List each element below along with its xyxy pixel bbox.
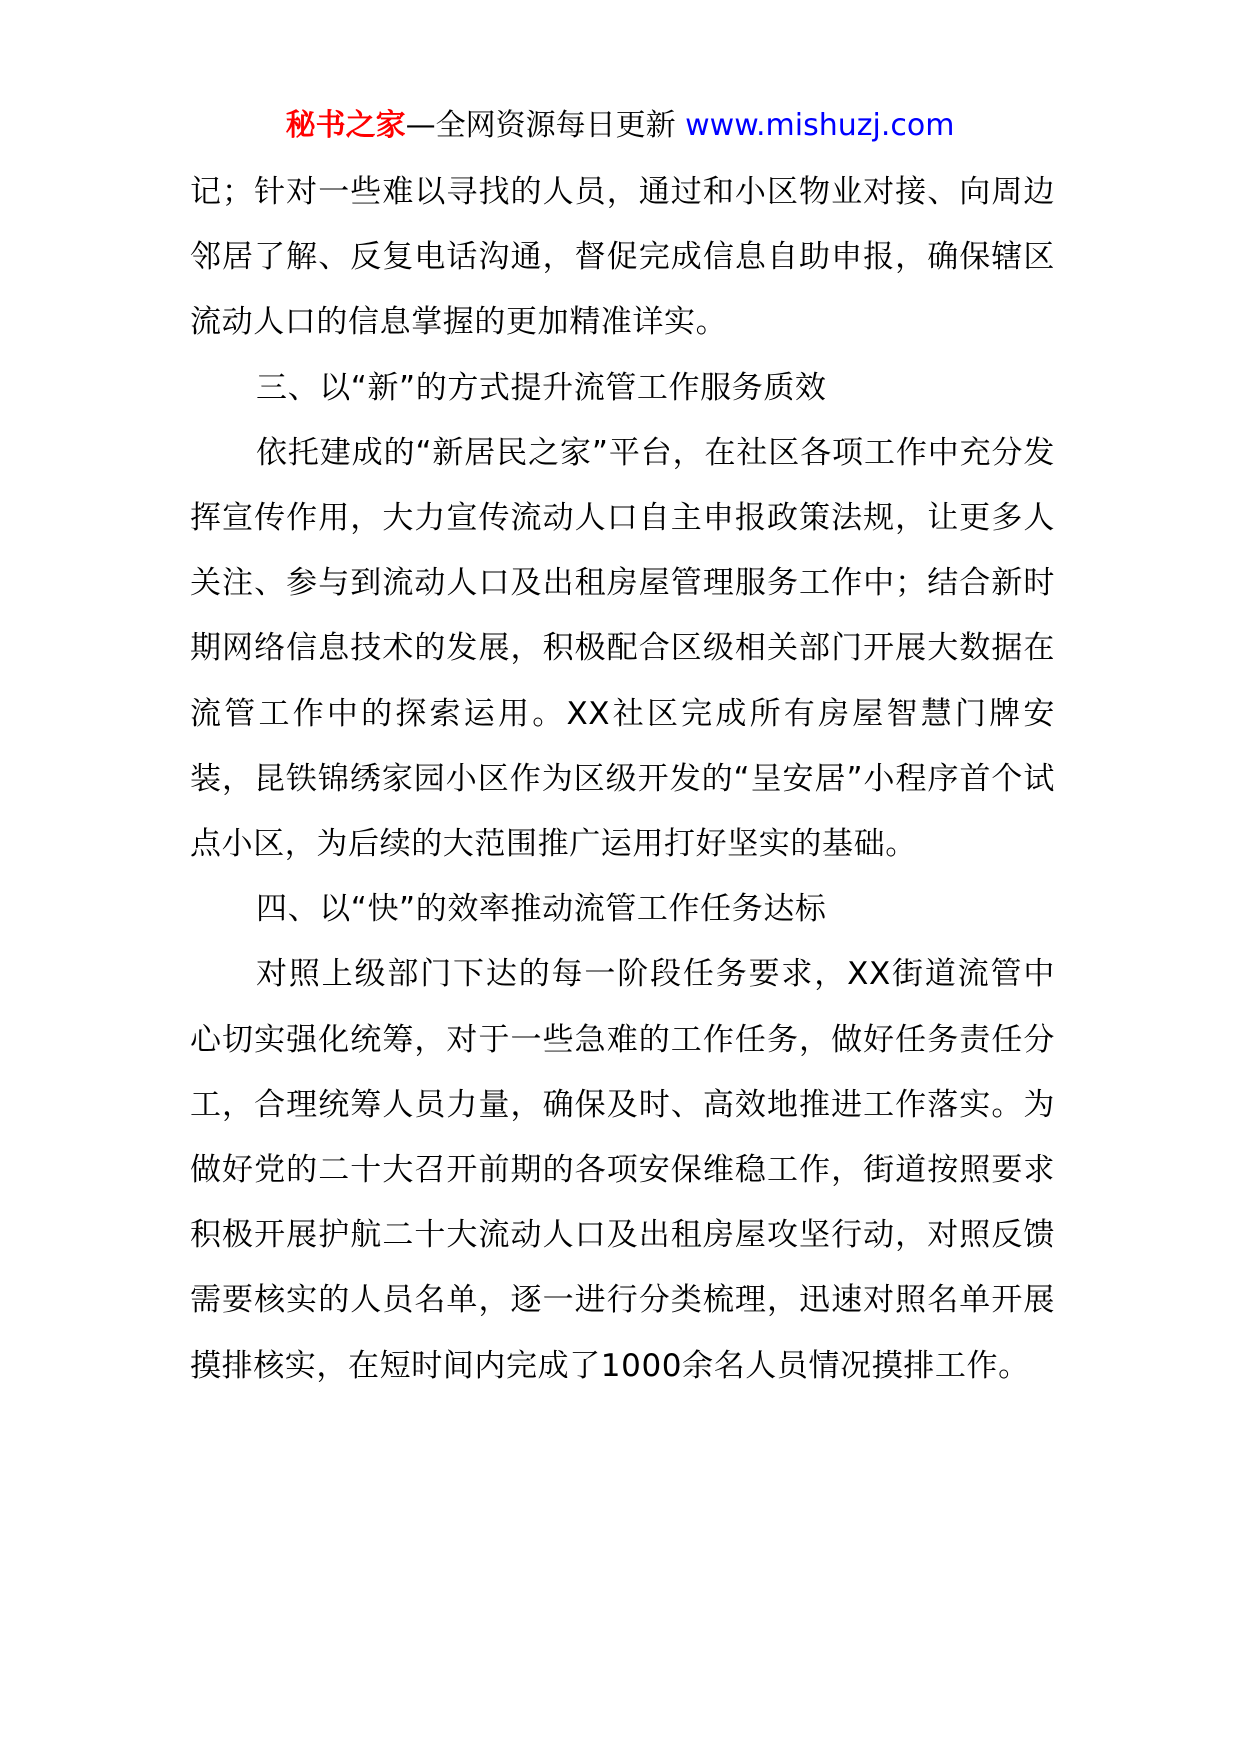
- header-brand: 秘书之家: [285, 108, 406, 143]
- header-tagline: —全网资源每日更新: [405, 108, 676, 143]
- page-header: [0, 104, 1240, 148]
- section-heading-four: 四、以“快”的效率推动流管工作任务达标: [256, 891, 827, 928]
- document-body: [190, 160, 1055, 1399]
- paragraph-continuation: 记；针对一些难以寻找的人员，通过和小区物业对接、向周边邻居了解、反复电话沟通，督促完成信息自助申报，确保辖区流动人口的信息掌握的更加精准详实。: [190, 174, 1055, 341]
- paragraph-task-completion: 对照上级部门下达的每一阶段任务要求，XX街道流管中心切实强化统筹，对于一些急难的工作任务，做好任务责任分工，合理统筹人员力量，确保及时、高效地推进工作落实。为做好党的二十大召开前期的各项安保维稳工作，街道按照要求积极开展护航二十大流动人口及出租房屋攻坚行动，对照反馈需要核实的人员名单，逐一进行分类梳理，迅速对照名单开展摸排核实，在短时间内完成了1000余名人员情况摸排工作。: [190, 956, 1055, 1384]
- paragraph-new-residents-platform: 依托建成的“新居民之家”平台，在社区各项工作中充分发挥宣传作用，大力宣传流动人口自主申报政策法规，让更多人关注、参与到流动人口及出租房屋管理服务工作中；结合新时期网络信息技术的发展，积极配合区级相关部门开展大数据在流管工作中的探索运用。XX社区完成所有房屋智慧门牌安装，昆铁锦绣家园小区作为区级开发的“呈安居”小程序首个试点小区，为后续的大范围推广运用打好坚实的基础。: [190, 434, 1055, 863]
- header-url-link[interactable]: www.mishuzj.com: [685, 108, 955, 143]
- section-heading-three: 三、以“新”的方式提升流管工作服务质效: [256, 369, 827, 406]
